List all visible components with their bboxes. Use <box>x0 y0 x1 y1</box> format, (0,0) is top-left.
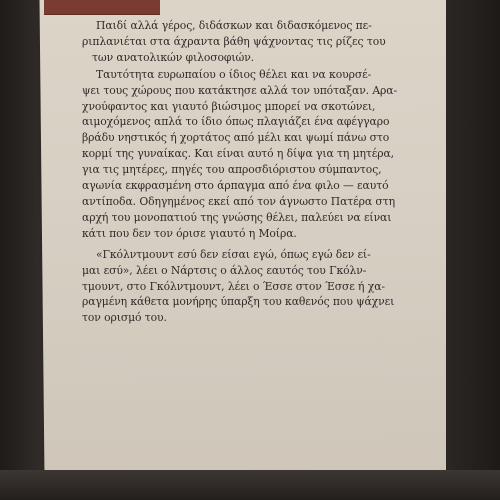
text-line: αγωνία εκφρασμένη στο άρπαγμα από ένα φιλο — εαυτό <box>82 179 389 193</box>
background-shadow-bottom <box>0 470 500 500</box>
text-line: αντίποδα. Οδηγημένος εκεί από τον άγνωστο Πατέρα στη <box>82 194 395 208</box>
text-line: ψει τους χώρους που κατάκτησε αλλά τον υπόταξαν. Αρα- <box>82 83 398 97</box>
text-line: κάτι που δεν τον όρισε γιαυτό η Μοίρα. <box>82 226 297 240</box>
text-line: των ανατολικών φιλοσοφιών. <box>92 50 255 64</box>
cover-color-band <box>44 0 160 15</box>
paragraph-2 <box>82 67 418 242</box>
paragraph-1 <box>82 18 418 66</box>
text-line: «Γκόλντμουντ εσύ δεν είσαι εγώ, όπως εγώ δεν εί- <box>96 247 371 261</box>
text-line: τμουντ, στο Γκόλντμουντ, λέει ο Έσσε στον Έσσε ή χα- <box>82 279 385 293</box>
text-line: ραγμένη κάθετα μονήρης ύπαρξη του καθενός που ψάχνει <box>82 295 395 309</box>
text-line: ριπλανιέται στα άχραντα βάθη ψάχνοντας τις ρίζες του <box>82 34 386 48</box>
page-text <box>82 18 418 327</box>
text-line: μαι εσύ», λέει ο Νάρτσις ο άλλος εαυτός του Γκόλν- <box>82 263 367 277</box>
text-line: για τις μητέρες, πηγές του απροσδιόριστου σύμπαντος, <box>82 163 382 177</box>
text-line: τον ορισμό του. <box>82 311 167 325</box>
paragraph-3 <box>82 247 418 327</box>
text-line: Παιδί αλλά γέρος, διδάσκων και διδασκόμενος πε- <box>96 19 372 32</box>
text-line: αιμοχόμενος απλά το ίδιο όπως πλαγιάζει ένα αφέγγαρο <box>82 115 390 129</box>
text-line: κορμί της γυναίκας. Και είναι αυτό η δίψα για τη μητέρα, <box>82 147 395 161</box>
text-line: Ταυτότητα ευρωπαίου ο ίδιος θέλει και να κουρσέ- <box>96 67 372 81</box>
background-shadow-right <box>446 0 500 500</box>
text-line: αρχή του μονοπατιού της γνώσης θέλει, παλεύει να είναι <box>82 210 392 224</box>
text-line: χνούφαντος και γιαυτό βιώσιμος μπορεί να σκοτώνει, <box>82 99 376 113</box>
text-line: βράδυ νηστικός ή χορτάτος από μέλι και ψωμί πάνω στο <box>82 131 390 145</box>
